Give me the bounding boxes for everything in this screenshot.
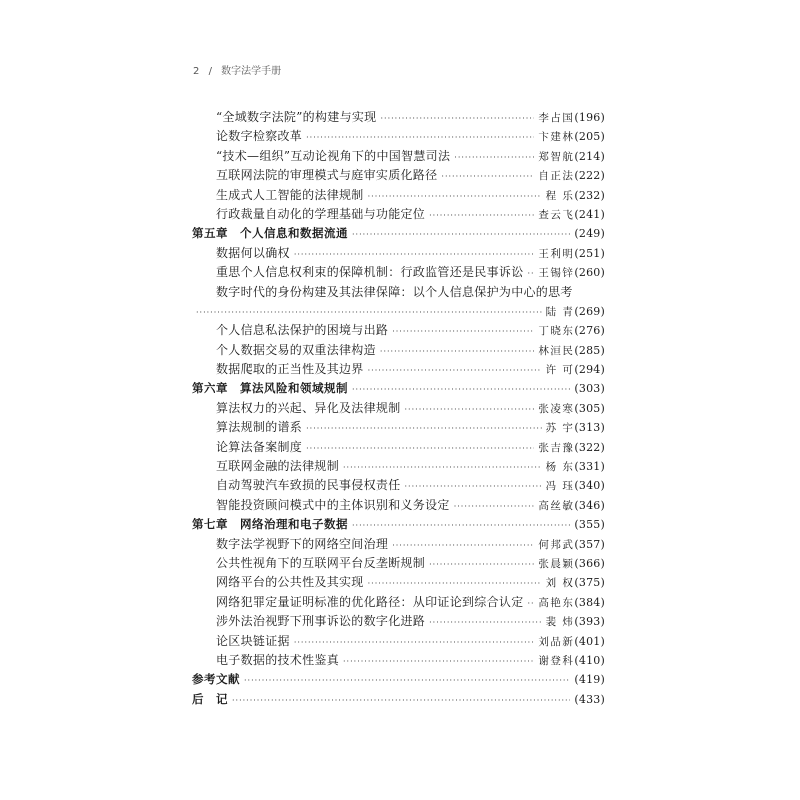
toc-entry xyxy=(192,127,605,146)
entry-author: 王利明 xyxy=(538,247,575,260)
dot-leader xyxy=(196,303,542,322)
entry-page: (401) xyxy=(574,634,605,648)
dot-leader xyxy=(528,594,535,613)
page-number: 2 xyxy=(193,66,200,77)
entry-page: (340) xyxy=(574,479,605,493)
dot-leader xyxy=(405,400,535,419)
entry-page: (285) xyxy=(574,343,605,357)
entry-author: 程 乐 xyxy=(545,189,575,202)
chapter-heading xyxy=(192,515,605,534)
dot-leader xyxy=(368,361,542,380)
entry-title: “全域数字法院”的构建与实现 xyxy=(216,110,377,124)
dot-leader xyxy=(306,439,534,458)
entry-page: (393) xyxy=(574,615,605,629)
entry-author: 张晨颖 xyxy=(538,557,575,570)
toc-entry xyxy=(192,612,605,631)
entry-title: 行政裁量自动化的学理基础与功能定位 xyxy=(216,206,426,221)
toc-entry xyxy=(192,147,605,166)
toc-entry xyxy=(192,205,605,224)
toc-entry xyxy=(192,476,605,495)
entry-title: “技术—组织”互动论视角下的中国智慧司法 xyxy=(216,148,451,163)
entry-title: 互联网金融的法律规制 xyxy=(216,459,340,474)
dot-leader xyxy=(454,148,534,167)
table-of-contents xyxy=(192,108,605,709)
dot-leader xyxy=(528,264,535,283)
dot-leader xyxy=(429,206,534,225)
chapter-heading xyxy=(192,670,605,689)
entry-page: (410) xyxy=(574,653,605,667)
toc-entry xyxy=(192,651,605,670)
entry-author: 冯 珏 xyxy=(545,480,575,493)
entry-page: (251) xyxy=(574,246,605,260)
dot-leader xyxy=(368,187,542,206)
entry-author: 王锡锌 xyxy=(538,267,575,280)
entry-author: 杨 东 xyxy=(545,461,575,474)
toc-entry xyxy=(192,399,605,418)
entry-page: (294) xyxy=(574,363,605,377)
entry-page: (232) xyxy=(574,188,605,202)
toc-entry xyxy=(192,535,605,554)
chapter-heading xyxy=(192,224,605,243)
chapter-page: (249) xyxy=(574,227,605,241)
entry-author: 高艳东 xyxy=(538,596,575,609)
entry-author: 张吉豫 xyxy=(538,441,575,454)
dot-leader xyxy=(441,167,534,186)
entry-title: 网络平台的公共性及其实现 xyxy=(216,575,364,590)
toc-entry xyxy=(192,573,605,592)
references-page: (419) xyxy=(574,673,605,687)
entry-author: 苏 宇 xyxy=(545,422,575,435)
entry-title: 智能投资顾问模式中的主体识别和义务设定 xyxy=(216,497,450,512)
entry-title: 生成式人工智能的法律规制 xyxy=(216,187,364,202)
toc-entry xyxy=(192,263,605,282)
entry-page: (305) xyxy=(574,401,605,415)
running-head xyxy=(193,62,287,77)
toc-entry-continuation xyxy=(192,302,605,321)
postscript-page: (433) xyxy=(574,692,605,706)
dot-leader xyxy=(352,380,570,399)
entry-title: 公共性视角下的互联网平台反垄断规制 xyxy=(216,555,426,570)
chapter-page: (303) xyxy=(574,382,605,396)
entry-title: 自动驾驶汽车致损的民事侵权责任 xyxy=(216,478,401,493)
toc-entry xyxy=(192,283,605,302)
entry-author: 李占国 xyxy=(538,112,575,124)
entry-title: 个人数据交易的双重法律构造 xyxy=(216,342,376,357)
entry-title: 数字时代的身份构建及其法律保障：以个人信息保护为中心的思考 xyxy=(216,284,573,299)
entry-page: (384) xyxy=(574,595,605,609)
dot-leader xyxy=(306,128,534,147)
dot-leader xyxy=(380,109,534,128)
dot-leader xyxy=(343,652,534,671)
entry-author: 陆 青 xyxy=(545,305,575,318)
entry-title: 重思个人信息权利束的保障机制：行政监管还是民事诉讼 xyxy=(216,265,524,280)
toc-entry xyxy=(192,554,605,573)
postscript-title: 后 记 xyxy=(192,691,228,706)
entry-page: (366) xyxy=(574,556,605,570)
dot-leader xyxy=(392,322,534,341)
chapter-title: 第六章 算法风险和领域规制 xyxy=(192,381,348,396)
entry-title: 数字法学视野下的网络空间治理 xyxy=(216,536,389,551)
entry-page: (357) xyxy=(574,537,605,551)
entry-page: (205) xyxy=(574,130,605,144)
entry-title: 个人信息私法保护的困境与出路 xyxy=(216,323,389,338)
entry-title: 互联网法院的审理模式与庭审实质化路径 xyxy=(216,168,438,183)
toc-entry xyxy=(192,108,605,127)
dot-leader xyxy=(368,574,542,593)
entry-page: (322) xyxy=(574,440,605,454)
dot-leader xyxy=(429,555,534,574)
entry-author: 丁晓东 xyxy=(538,325,575,338)
entry-author: 张凌寒 xyxy=(538,402,575,415)
toc-entry xyxy=(192,360,605,379)
book-title: 数字法学手册 xyxy=(221,66,282,77)
separator: / xyxy=(208,66,212,77)
toc-entry xyxy=(192,632,605,651)
chapter-heading xyxy=(192,690,605,709)
entry-title: 论数字检察改革 xyxy=(216,129,303,144)
toc-entry xyxy=(192,418,605,437)
entry-title: 数据爬取的正当性及其边界 xyxy=(216,362,364,377)
dot-leader xyxy=(306,419,541,438)
entry-author: 何邦武 xyxy=(538,538,575,551)
toc-entry xyxy=(192,166,605,185)
entry-page: (313) xyxy=(574,421,605,435)
entry-author: 郑智航 xyxy=(538,150,575,163)
entry-author: 许 可 xyxy=(545,364,575,377)
dot-leader xyxy=(232,691,570,710)
entry-author: 卞建林 xyxy=(538,131,575,144)
dot-leader xyxy=(405,477,542,496)
toc-entry xyxy=(192,244,605,263)
dot-leader xyxy=(294,245,535,264)
toc-entry xyxy=(192,341,605,360)
dot-leader xyxy=(352,225,570,244)
entry-page: (331) xyxy=(574,460,605,474)
entry-title: 算法规制的谱系 xyxy=(216,420,303,435)
toc-entry xyxy=(192,321,605,340)
entry-page: (260) xyxy=(574,266,605,280)
entry-author: 刘品新 xyxy=(538,635,575,648)
entry-author: 谢登科 xyxy=(538,654,575,667)
dot-leader xyxy=(352,516,570,535)
entry-title: 论区块链证据 xyxy=(216,633,290,648)
entry-author: 查云飞 xyxy=(538,208,575,221)
entry-page: (375) xyxy=(574,576,605,590)
dot-leader xyxy=(244,671,570,690)
entry-title: 数据何以确权 xyxy=(216,245,290,260)
chapter-heading xyxy=(192,379,605,398)
chapter-title: 第五章 个人信息和数据流通 xyxy=(192,226,348,241)
toc-entry xyxy=(192,457,605,476)
entry-author: 高丝敏 xyxy=(538,499,575,512)
entry-page: (214) xyxy=(574,149,605,163)
dot-leader xyxy=(380,342,535,361)
dot-leader xyxy=(429,613,541,632)
dot-leader xyxy=(294,633,535,652)
toc-entry xyxy=(192,438,605,457)
entry-page: (276) xyxy=(574,324,605,338)
toc-entry xyxy=(192,593,605,612)
entry-title: 论算法备案制度 xyxy=(216,439,303,454)
entry-title: 网络犯罪定量证明标准的优化路径：从印证论到综合认定 xyxy=(216,594,524,609)
toc-entry xyxy=(192,496,605,515)
entry-title: 涉外法治视野下刑事诉讼的数字化进路 xyxy=(216,614,426,629)
toc-entry xyxy=(192,186,605,205)
chapter-page: (355) xyxy=(574,518,605,532)
entry-title: 电子数据的技术性鉴真 xyxy=(216,652,340,667)
entry-author: 裴 炜 xyxy=(545,616,575,629)
dot-leader xyxy=(343,458,542,477)
chapter-title: 第七章 网络治理和电子数据 xyxy=(192,517,348,532)
entry-title: 算法权力的兴起、异化及法律规制 xyxy=(216,400,401,415)
entry-author: 林洹民 xyxy=(538,344,575,357)
dot-leader xyxy=(454,497,535,516)
entry-author: 自正法 xyxy=(538,170,575,183)
references-title: 参考文献 xyxy=(192,672,240,687)
entry-page: (269) xyxy=(574,304,605,318)
entry-page: (241) xyxy=(574,207,605,221)
entry-page: (346) xyxy=(574,498,605,512)
entry-page: (196) xyxy=(574,111,605,124)
entry-author: 刘 权 xyxy=(545,577,575,590)
dot-leader xyxy=(392,536,534,555)
entry-page: (222) xyxy=(574,169,605,183)
